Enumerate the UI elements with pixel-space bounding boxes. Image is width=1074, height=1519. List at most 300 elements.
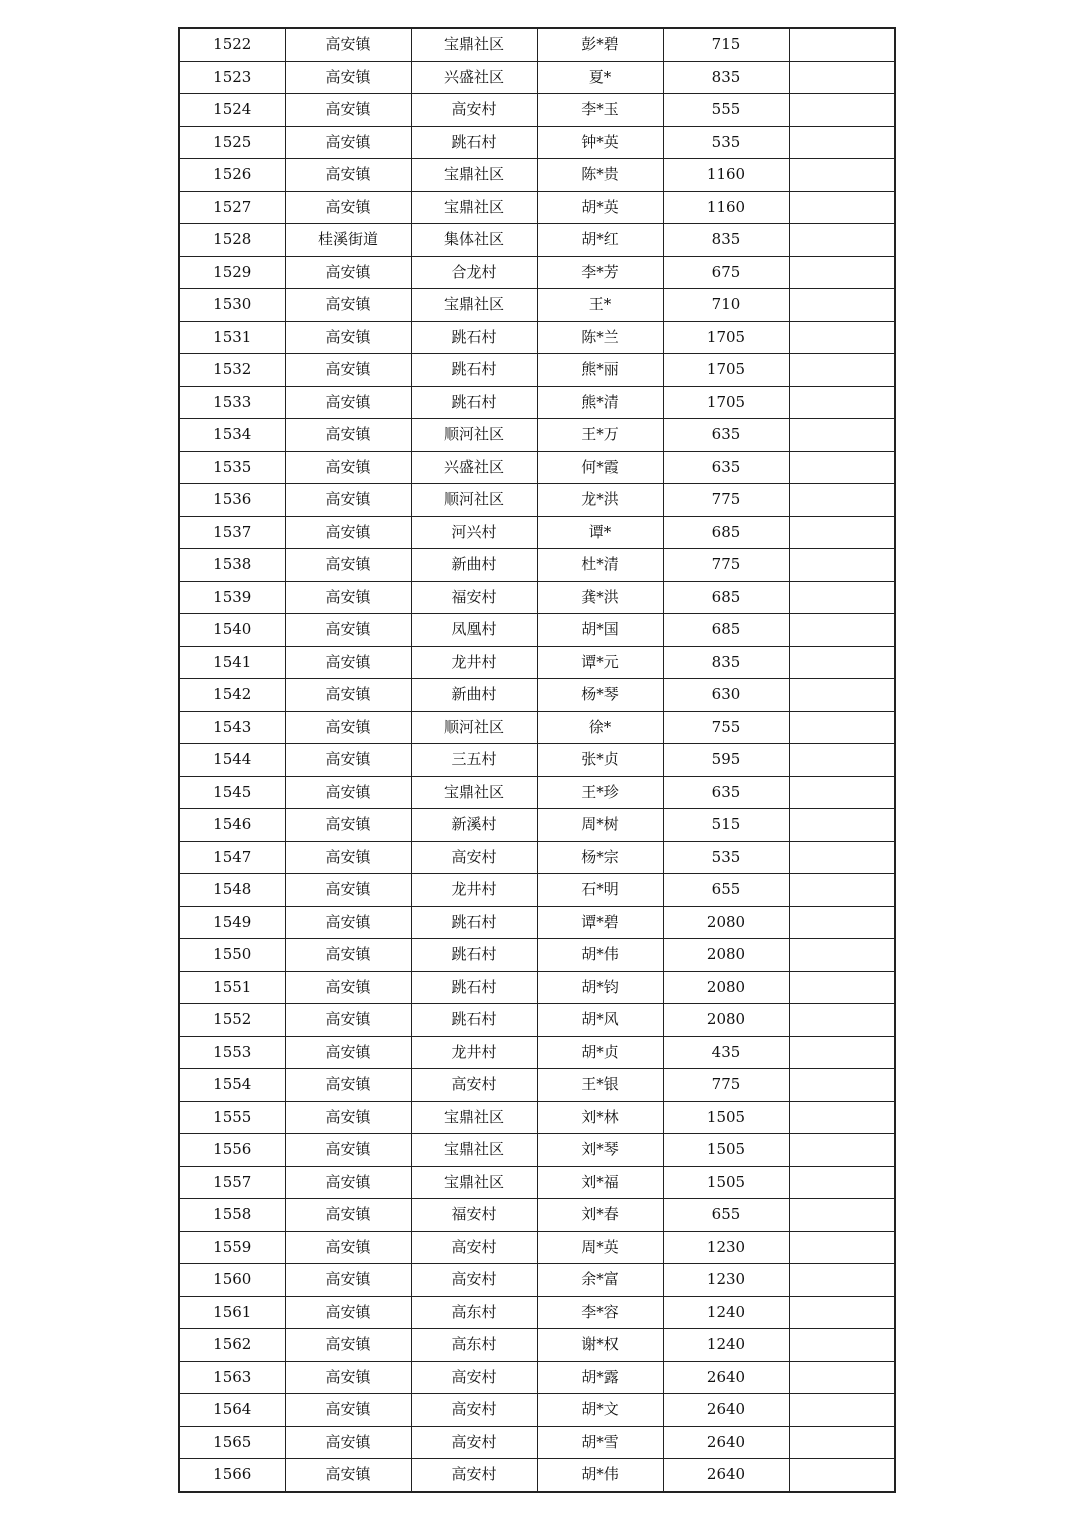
town-cell: 高安镇 <box>285 94 411 127</box>
note-cell <box>789 744 895 777</box>
row-number-cell: 1547 <box>179 841 285 874</box>
town-cell: 高安镇 <box>285 1394 411 1427</box>
note-cell <box>789 1134 895 1167</box>
note-cell <box>789 484 895 517</box>
note-cell <box>789 419 895 452</box>
note-cell <box>789 776 895 809</box>
name-cell: 胡*雪 <box>537 1426 663 1459</box>
row-number-cell: 1541 <box>179 646 285 679</box>
note-cell <box>789 256 895 289</box>
name-cell: 李*玉 <box>537 94 663 127</box>
table-row <box>179 1101 895 1134</box>
name-cell: 李*容 <box>537 1296 663 1329</box>
note-cell <box>789 1199 895 1232</box>
row-number-cell: 1522 <box>179 28 285 61</box>
table-row <box>179 1004 895 1037</box>
village-cell: 跳石村 <box>411 939 537 972</box>
amount-cell: 685 <box>663 581 789 614</box>
amount-cell: 655 <box>663 1199 789 1232</box>
amount-cell: 1705 <box>663 354 789 387</box>
amount-cell: 555 <box>663 94 789 127</box>
note-cell <box>789 1296 895 1329</box>
town-cell: 高安镇 <box>285 1134 411 1167</box>
town-cell: 高安镇 <box>285 191 411 224</box>
amount-cell: 835 <box>663 61 789 94</box>
note-cell <box>789 711 895 744</box>
amount-cell: 655 <box>663 874 789 907</box>
table-row <box>179 1069 895 1102</box>
name-cell: 胡*英 <box>537 191 663 224</box>
note-cell <box>789 841 895 874</box>
amount-cell: 1230 <box>663 1264 789 1297</box>
village-cell: 高东村 <box>411 1296 537 1329</box>
row-number-cell: 1530 <box>179 289 285 322</box>
amount-cell: 535 <box>663 841 789 874</box>
town-cell: 高安镇 <box>285 1264 411 1297</box>
town-cell: 高安镇 <box>285 841 411 874</box>
name-cell: 胡*红 <box>537 224 663 257</box>
note-cell <box>789 28 895 61</box>
note-cell <box>789 874 895 907</box>
amount-cell: 710 <box>663 289 789 322</box>
row-number-cell: 1565 <box>179 1426 285 1459</box>
village-cell: 顺河社区 <box>411 711 537 744</box>
table-row <box>179 484 895 517</box>
town-cell: 高安镇 <box>285 28 411 61</box>
table-row <box>179 614 895 647</box>
note-cell <box>789 679 895 712</box>
town-cell: 高安镇 <box>285 1329 411 1362</box>
town-cell: 高安镇 <box>285 256 411 289</box>
table-row <box>179 971 895 1004</box>
note-cell <box>789 451 895 484</box>
name-cell: 杨*宗 <box>537 841 663 874</box>
name-cell: 胡*钧 <box>537 971 663 1004</box>
row-number-cell: 1553 <box>179 1036 285 1069</box>
village-cell: 宝鼎社区 <box>411 1101 537 1134</box>
row-number-cell: 1532 <box>179 354 285 387</box>
table-row <box>179 1036 895 1069</box>
village-cell: 新曲村 <box>411 549 537 582</box>
name-cell: 胡*风 <box>537 1004 663 1037</box>
town-cell: 高安镇 <box>285 809 411 842</box>
name-cell: 刘*琴 <box>537 1134 663 1167</box>
table-row <box>179 581 895 614</box>
town-cell: 高安镇 <box>285 581 411 614</box>
table-row <box>179 256 895 289</box>
town-cell: 高安镇 <box>285 1199 411 1232</box>
town-cell: 高安镇 <box>285 484 411 517</box>
name-cell: 熊*丽 <box>537 354 663 387</box>
town-cell: 高安镇 <box>285 1426 411 1459</box>
note-cell <box>789 809 895 842</box>
name-cell: 谭*碧 <box>537 906 663 939</box>
amount-cell: 715 <box>663 28 789 61</box>
amount-cell: 635 <box>663 776 789 809</box>
name-cell: 谭*元 <box>537 646 663 679</box>
amount-cell: 1230 <box>663 1231 789 1264</box>
town-cell: 高安镇 <box>285 516 411 549</box>
note-cell <box>789 646 895 679</box>
amount-cell: 2640 <box>663 1394 789 1427</box>
village-cell: 顺河社区 <box>411 484 537 517</box>
village-cell: 高安村 <box>411 1069 537 1102</box>
table-row <box>179 1296 895 1329</box>
table-row <box>179 1264 895 1297</box>
village-cell: 宝鼎社区 <box>411 1134 537 1167</box>
town-cell: 高安镇 <box>285 776 411 809</box>
note-cell <box>789 289 895 322</box>
note-cell <box>789 1459 895 1492</box>
town-cell: 高安镇 <box>285 646 411 679</box>
row-number-cell: 1531 <box>179 321 285 354</box>
name-cell: 龙*洪 <box>537 484 663 517</box>
row-number-cell: 1543 <box>179 711 285 744</box>
name-cell: 张*贞 <box>537 744 663 777</box>
table-row <box>179 939 895 972</box>
amount-cell: 1505 <box>663 1101 789 1134</box>
village-cell: 跳石村 <box>411 1004 537 1037</box>
row-number-cell: 1534 <box>179 419 285 452</box>
table-row <box>179 419 895 452</box>
name-cell: 谢*权 <box>537 1329 663 1362</box>
name-cell: 胡*伟 <box>537 1459 663 1492</box>
row-number-cell: 1559 <box>179 1231 285 1264</box>
amount-cell: 435 <box>663 1036 789 1069</box>
village-cell: 高安村 <box>411 1361 537 1394</box>
village-cell: 跳石村 <box>411 126 537 159</box>
name-cell: 杨*琴 <box>537 679 663 712</box>
amount-cell: 835 <box>663 646 789 679</box>
table-row <box>179 1426 895 1459</box>
town-cell: 高安镇 <box>285 386 411 419</box>
village-cell: 高安村 <box>411 1459 537 1492</box>
table-row <box>179 841 895 874</box>
name-cell: 王*银 <box>537 1069 663 1102</box>
town-cell: 桂溪街道 <box>285 224 411 257</box>
village-cell: 龙井村 <box>411 1036 537 1069</box>
amount-cell: 2080 <box>663 939 789 972</box>
village-cell: 高东村 <box>411 1329 537 1362</box>
town-cell: 高安镇 <box>285 679 411 712</box>
name-cell: 夏* <box>537 61 663 94</box>
village-cell: 宝鼎社区 <box>411 191 537 224</box>
town-cell: 高安镇 <box>285 939 411 972</box>
amount-cell: 2640 <box>663 1459 789 1492</box>
amount-cell: 2080 <box>663 971 789 1004</box>
row-number-cell: 1551 <box>179 971 285 1004</box>
table-row <box>179 289 895 322</box>
name-cell: 龚*洪 <box>537 581 663 614</box>
name-cell: 徐* <box>537 711 663 744</box>
note-cell <box>789 1264 895 1297</box>
village-cell: 宝鼎社区 <box>411 1166 537 1199</box>
town-cell: 高安镇 <box>285 906 411 939</box>
note-cell <box>789 94 895 127</box>
amount-cell: 2640 <box>663 1426 789 1459</box>
table-row <box>179 354 895 387</box>
amount-cell: 1240 <box>663 1329 789 1362</box>
row-number-cell: 1546 <box>179 809 285 842</box>
note-cell <box>789 1036 895 1069</box>
amount-cell: 1240 <box>663 1296 789 1329</box>
note-cell <box>789 386 895 419</box>
village-cell: 高安村 <box>411 1426 537 1459</box>
table-row <box>179 549 895 582</box>
table-row <box>179 1199 895 1232</box>
row-number-cell: 1529 <box>179 256 285 289</box>
name-cell: 陈*兰 <box>537 321 663 354</box>
row-number-cell: 1525 <box>179 126 285 159</box>
village-cell: 龙井村 <box>411 646 537 679</box>
village-cell: 高安村 <box>411 1231 537 1264</box>
amount-cell: 635 <box>663 451 789 484</box>
row-number-cell: 1548 <box>179 874 285 907</box>
amount-cell: 755 <box>663 711 789 744</box>
table-row <box>179 1231 895 1264</box>
name-cell: 杜*清 <box>537 549 663 582</box>
village-cell: 跳石村 <box>411 971 537 1004</box>
row-number-cell: 1528 <box>179 224 285 257</box>
town-cell: 高安镇 <box>285 289 411 322</box>
row-number-cell: 1542 <box>179 679 285 712</box>
amount-cell: 2080 <box>663 1004 789 1037</box>
amount-cell: 635 <box>663 419 789 452</box>
row-number-cell: 1564 <box>179 1394 285 1427</box>
village-cell: 宝鼎社区 <box>411 28 537 61</box>
note-cell <box>789 224 895 257</box>
note-cell <box>789 321 895 354</box>
note-cell <box>789 1069 895 1102</box>
row-number-cell: 1554 <box>179 1069 285 1102</box>
table-row <box>179 1361 895 1394</box>
town-cell: 高安镇 <box>285 126 411 159</box>
name-cell: 胡*贞 <box>537 1036 663 1069</box>
town-cell: 高安镇 <box>285 61 411 94</box>
amount-cell: 1705 <box>663 321 789 354</box>
row-number-cell: 1545 <box>179 776 285 809</box>
name-cell: 刘*春 <box>537 1199 663 1232</box>
amount-cell: 685 <box>663 516 789 549</box>
name-cell: 王*万 <box>537 419 663 452</box>
row-number-cell: 1552 <box>179 1004 285 1037</box>
town-cell: 高安镇 <box>285 711 411 744</box>
note-cell <box>789 1101 895 1134</box>
town-cell: 高安镇 <box>285 971 411 1004</box>
town-cell: 高安镇 <box>285 321 411 354</box>
village-cell: 宝鼎社区 <box>411 289 537 322</box>
row-number-cell: 1556 <box>179 1134 285 1167</box>
row-number-cell: 1535 <box>179 451 285 484</box>
row-number-cell: 1566 <box>179 1459 285 1492</box>
name-cell: 胡*国 <box>537 614 663 647</box>
village-cell: 福安村 <box>411 581 537 614</box>
row-number-cell: 1527 <box>179 191 285 224</box>
table-row <box>179 224 895 257</box>
table-row <box>179 744 895 777</box>
town-cell: 高安镇 <box>285 1361 411 1394</box>
note-cell <box>789 906 895 939</box>
note-cell <box>789 939 895 972</box>
town-cell: 高安镇 <box>285 159 411 192</box>
village-cell: 高安村 <box>411 1394 537 1427</box>
amount-cell: 1160 <box>663 159 789 192</box>
row-number-cell: 1549 <box>179 906 285 939</box>
name-cell: 胡*露 <box>537 1361 663 1394</box>
amount-cell: 595 <box>663 744 789 777</box>
village-cell: 集体社区 <box>411 224 537 257</box>
name-cell: 李*芳 <box>537 256 663 289</box>
village-cell: 新溪村 <box>411 809 537 842</box>
table-row <box>179 874 895 907</box>
table-row <box>179 1166 895 1199</box>
row-number-cell: 1544 <box>179 744 285 777</box>
table-row <box>179 191 895 224</box>
row-number-cell: 1536 <box>179 484 285 517</box>
village-cell: 跳石村 <box>411 354 537 387</box>
town-cell: 高安镇 <box>285 1166 411 1199</box>
name-cell: 钟*英 <box>537 126 663 159</box>
name-cell: 熊*清 <box>537 386 663 419</box>
name-cell: 石*明 <box>537 874 663 907</box>
table-row <box>179 159 895 192</box>
row-number-cell: 1539 <box>179 581 285 614</box>
row-number-cell: 1537 <box>179 516 285 549</box>
name-cell: 刘*林 <box>537 1101 663 1134</box>
village-cell: 宝鼎社区 <box>411 776 537 809</box>
town-cell: 高安镇 <box>285 419 411 452</box>
table-row <box>179 906 895 939</box>
town-cell: 高安镇 <box>285 451 411 484</box>
village-cell: 跳石村 <box>411 386 537 419</box>
table-row <box>179 386 895 419</box>
row-number-cell: 1526 <box>179 159 285 192</box>
town-cell: 高安镇 <box>285 744 411 777</box>
row-number-cell: 1550 <box>179 939 285 972</box>
row-number-cell: 1540 <box>179 614 285 647</box>
village-cell: 高安村 <box>411 94 537 127</box>
table-row <box>179 711 895 744</box>
village-cell: 凤凰村 <box>411 614 537 647</box>
table-row <box>179 451 895 484</box>
town-cell: 高安镇 <box>285 614 411 647</box>
village-cell: 福安村 <box>411 1199 537 1232</box>
table-row <box>179 646 895 679</box>
row-number-cell: 1563 <box>179 1361 285 1394</box>
amount-cell: 775 <box>663 484 789 517</box>
row-number-cell: 1523 <box>179 61 285 94</box>
row-number-cell: 1561 <box>179 1296 285 1329</box>
amount-cell: 775 <box>663 549 789 582</box>
village-cell: 跳石村 <box>411 321 537 354</box>
name-cell: 胡*伟 <box>537 939 663 972</box>
name-cell: 刘*福 <box>537 1166 663 1199</box>
village-cell: 龙井村 <box>411 874 537 907</box>
amount-cell: 685 <box>663 614 789 647</box>
note-cell <box>789 159 895 192</box>
row-number-cell: 1538 <box>179 549 285 582</box>
table-row <box>179 61 895 94</box>
table-row <box>179 516 895 549</box>
village-cell: 兴盛社区 <box>411 61 537 94</box>
table-row <box>179 1134 895 1167</box>
village-cell: 宝鼎社区 <box>411 159 537 192</box>
name-cell: 余*富 <box>537 1264 663 1297</box>
name-cell: 王* <box>537 289 663 322</box>
row-number-cell: 1562 <box>179 1329 285 1362</box>
town-cell: 高安镇 <box>285 1101 411 1134</box>
row-number-cell: 1524 <box>179 94 285 127</box>
row-number-cell: 1558 <box>179 1199 285 1232</box>
note-cell <box>789 1426 895 1459</box>
table-row <box>179 321 895 354</box>
table-row <box>179 28 895 61</box>
name-cell: 王*珍 <box>537 776 663 809</box>
name-cell: 谭* <box>537 516 663 549</box>
note-cell <box>789 1361 895 1394</box>
note-cell <box>789 1231 895 1264</box>
note-cell <box>789 581 895 614</box>
name-cell: 陈*贵 <box>537 159 663 192</box>
name-cell: 胡*文 <box>537 1394 663 1427</box>
note-cell <box>789 354 895 387</box>
name-cell: 周*树 <box>537 809 663 842</box>
table-row <box>179 1394 895 1427</box>
village-cell: 顺河社区 <box>411 419 537 452</box>
amount-cell: 1505 <box>663 1166 789 1199</box>
town-cell: 高安镇 <box>285 1459 411 1492</box>
town-cell: 高安镇 <box>285 1069 411 1102</box>
note-cell <box>789 191 895 224</box>
village-cell: 三五村 <box>411 744 537 777</box>
town-cell: 高安镇 <box>285 1296 411 1329</box>
village-cell: 跳石村 <box>411 906 537 939</box>
name-cell: 彭*碧 <box>537 28 663 61</box>
note-cell <box>789 971 895 1004</box>
table-row <box>179 94 895 127</box>
table-row <box>179 809 895 842</box>
village-cell: 河兴村 <box>411 516 537 549</box>
row-number-cell: 1557 <box>179 1166 285 1199</box>
data-table <box>178 27 896 1493</box>
village-cell: 兴盛社区 <box>411 451 537 484</box>
amount-cell: 775 <box>663 1069 789 1102</box>
amount-cell: 535 <box>663 126 789 159</box>
name-cell: 周*英 <box>537 1231 663 1264</box>
town-cell: 高安镇 <box>285 1036 411 1069</box>
amount-cell: 2640 <box>663 1361 789 1394</box>
note-cell <box>789 126 895 159</box>
amount-cell: 630 <box>663 679 789 712</box>
amount-cell: 835 <box>663 224 789 257</box>
village-cell: 高安村 <box>411 1264 537 1297</box>
note-cell <box>789 1394 895 1427</box>
row-number-cell: 1555 <box>179 1101 285 1134</box>
town-cell: 高安镇 <box>285 549 411 582</box>
note-cell <box>789 614 895 647</box>
amount-cell: 675 <box>663 256 789 289</box>
table-row <box>179 1329 895 1362</box>
table-body <box>179 28 895 1492</box>
table-row <box>179 1459 895 1492</box>
note-cell <box>789 61 895 94</box>
town-cell: 高安镇 <box>285 1231 411 1264</box>
note-cell <box>789 1166 895 1199</box>
amount-cell: 1160 <box>663 191 789 224</box>
village-cell: 新曲村 <box>411 679 537 712</box>
note-cell <box>789 549 895 582</box>
table-row <box>179 126 895 159</box>
